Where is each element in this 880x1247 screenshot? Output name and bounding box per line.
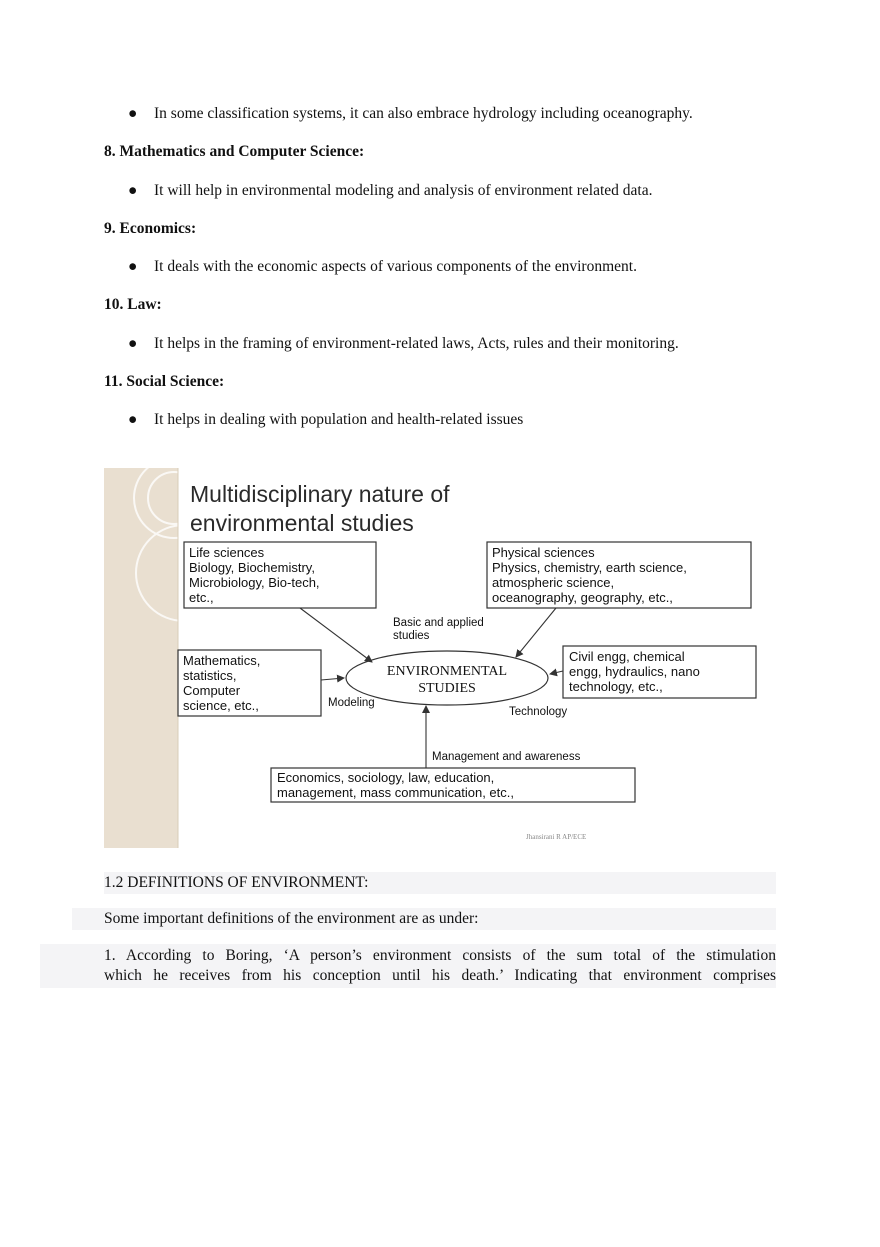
heading-law: 10. Law: (104, 296, 162, 313)
bullet-text: In some classification systems, it can also embrace hydrology including oceanography. (154, 105, 693, 122)
label-technology: Technology (509, 706, 568, 718)
bullet-dot-icon: ● (128, 411, 138, 428)
bullet-text: It deals with the economic aspects of various components of the environment. (154, 258, 637, 275)
definition-line-1: 1. According to Boring, ‘A person’s environment consists of the sum total of the stimulation (104, 947, 776, 964)
heading-economics: 9. Economics: (104, 220, 197, 237)
heading-mathematics: 8. Mathematics and Computer Science: (104, 143, 365, 160)
box-physical-sciences-text: Physical sciences Physics, chemistry, earth science, atmospheric science, oceanography, geography, etc., (492, 545, 687, 605)
label-basic-applied: Basic and applied studies (393, 617, 484, 642)
slide-accent-strip (104, 468, 178, 848)
intro-text: Some important definitions of the environment are as under: (104, 910, 479, 927)
section-title: 1.2 DEFINITIONS OF ENVIRONMENT: (104, 874, 369, 891)
box-life-sciences-text: Life sciences Biology, Biochemistry, Microbiology, Bio-tech, etc., (189, 545, 320, 605)
bullet-dot-icon: ● (128, 182, 138, 199)
diagram-title-line1: Multidisciplinary nature of (190, 481, 450, 507)
diagram-canvas (104, 468, 768, 848)
bullet-mathematics (128, 181, 652, 201)
diagram-title-line2: environmental studies (190, 510, 414, 536)
center-text-line2: STUDIES (418, 681, 476, 696)
box-economics-text: Economics, sociology, law, education, management, mass communication, etc., (277, 770, 514, 800)
label-modeling: Modeling (328, 697, 375, 709)
bullet-social-science (128, 410, 523, 430)
slide-credit: Jhansirani R AP/ECE (526, 833, 587, 841)
box-civil-engg-text: Civil engg, chemical engg, hydraulics, nano technology, etc., (569, 649, 700, 694)
label-management: Management and awareness (432, 751, 581, 763)
bullet-text: It will help in environmental modeling and analysis of environment related data. (154, 182, 653, 199)
center-text-line1: ENVIRONMENTAL (386, 664, 508, 679)
bullet-dot-icon: ● (128, 105, 138, 122)
bullet-text: It helps in the framing of environment-related laws, Acts, rules and their monitoring. (154, 335, 679, 352)
bullet-dot-icon: ● (128, 258, 138, 275)
bullet-hydrology (128, 104, 693, 124)
definition-line-2: which he receives from his conception until his death.’ Indicating that environment comprises (104, 967, 776, 984)
bullet-text: It helps in dealing with population and health-related issues (154, 411, 524, 428)
bullet-law (128, 334, 679, 354)
multidisciplinary-diagram (104, 468, 768, 848)
bullet-economics (128, 257, 637, 277)
bullet-dot-icon: ● (128, 335, 138, 352)
heading-social-science: 11. Social Science: (104, 373, 225, 390)
box-mathematics-text: Mathematics, statistics, Computer science, etc., (183, 653, 261, 713)
